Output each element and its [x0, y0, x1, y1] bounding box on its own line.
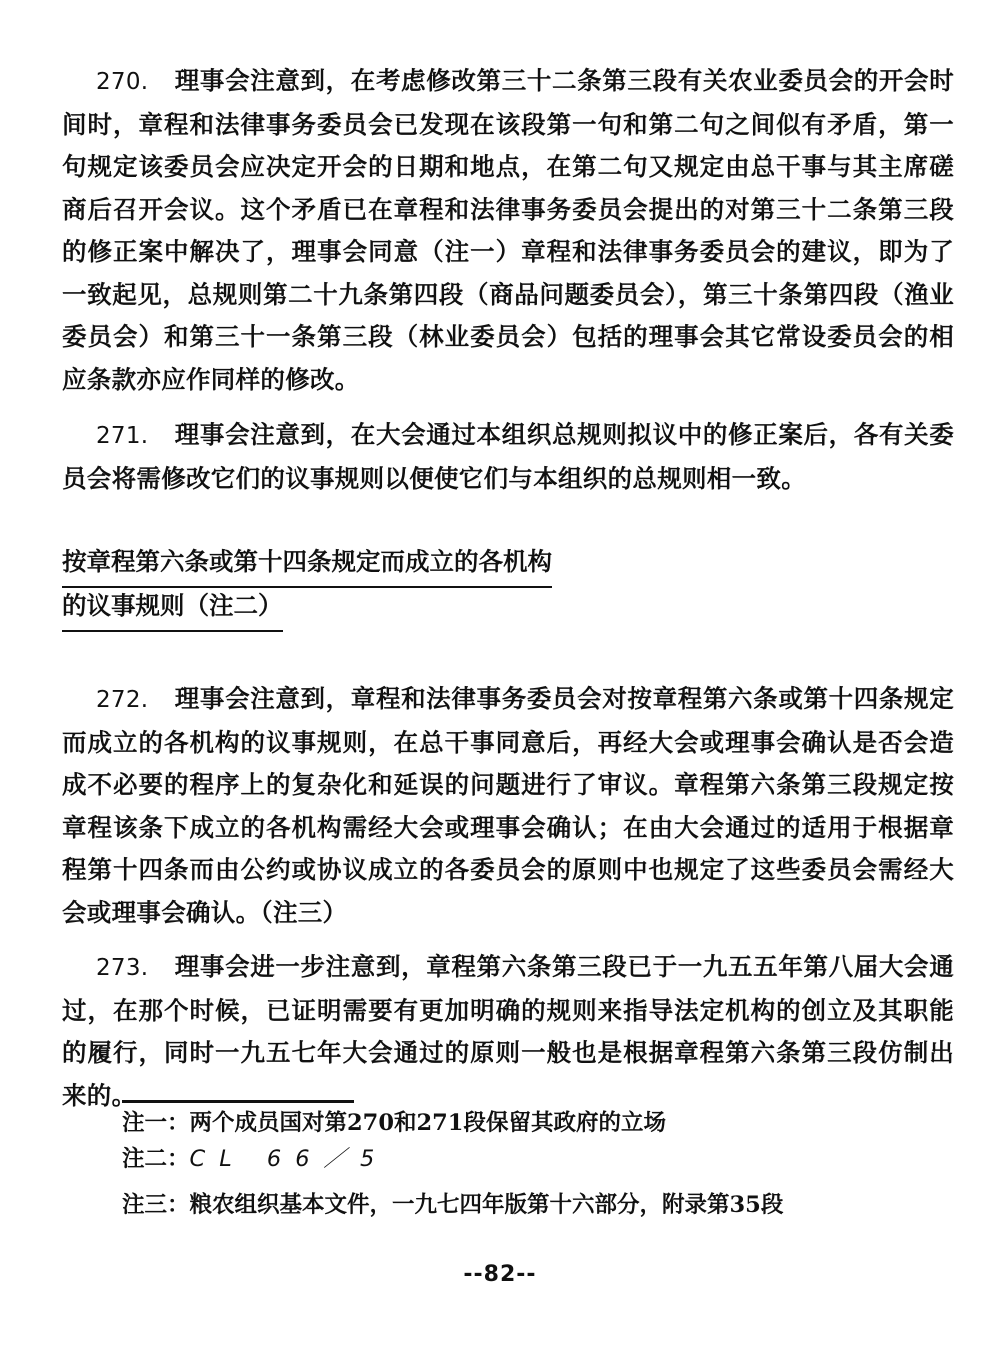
footnote-divider: [122, 1100, 354, 1103]
paragraph-text: 理事会注意到，章程和法律事务委员会对按章程第六条或第十四条规定而成立的各机构的议事规则，在总干事同意后，再经大会或理事会确认是否会造成不必要的程序上的复杂化和延误的问题进行了审议。章程第六条第三段规定按章程该条下成立的各机构需经大会或理事会确认；在由大会通过的适用于根据章程第十四条而由公约或协议成立的各委员会的原则中也规定了这些委员会需经大会或理事会确认。（注三）: [62, 684, 954, 927]
paragraph-272: [62, 678, 954, 934]
section-heading-line-1: [62, 540, 582, 588]
footnote-text: 粮农组织基本文件，一九七四年版第十六部分，附录第35段: [189, 1192, 784, 1218]
page-number: --82--: [463, 1262, 537, 1287]
footnote-label: 注二：: [122, 1146, 190, 1172]
paragraph-270: [62, 60, 954, 401]
section-heading-text: 的议事规则（注二）: [62, 584, 283, 632]
paragraph-271: [62, 414, 954, 500]
paragraph-text: 理事会进一步注意到，章程第六条第三段已于一九五五年第八届大会通过，在那个时候，已证明需要有更加明确的规则来指导法定机构的创立及其职能的履行，同时一九五七年大会通过的原则一般也是根据章程第六条第三段仿制出来的。: [62, 952, 954, 1110]
paragraph-text: 理事会注意到，在大会通过本组织总规则拟议中的修正案后，各有关委员会将需修改它们的议事规则以便使它们与本组织的总规则相一致。: [62, 420, 954, 493]
footnote-2: [122, 1142, 922, 1176]
paragraph-text: 理事会注意到，在考虑修改第三十二条第三段有关农业委员会的开会时间时，章程和法律事务委员会已发现在该段第一句和第二句之间似有矛盾，第一句规定该委员会应决定开会的日期和地点，在第二句又规定由总干事与其主席磋商后召开会议。这个矛盾已在章程和法律事务委员会提出的对第三十二条第三段的修正案中解决了，理事会同意（注一）章程和法律事务委员会的建议，即为了一致起见，总规则第二十九条第四段（商品问题委员会），第三十条第四段（渔业委员会）和第三十一条第三段（林业委员会）包括的理事会其它常设委员会的相应条款亦应作同样的修改。: [62, 66, 954, 394]
footnote-3: [122, 1188, 922, 1222]
footnote-1: [122, 1106, 922, 1140]
footnote-text: CL 66／5: [189, 1146, 389, 1172]
footnote-label: 注一：: [122, 1110, 190, 1136]
paragraph-number: 271.: [96, 423, 149, 449]
paragraph-number: 270.: [96, 69, 149, 95]
section-heading-line-2: [62, 584, 582, 632]
paragraph-number: 272.: [96, 687, 149, 713]
paragraph-273: [62, 946, 954, 1117]
section-heading-text: 按章程第六条或第十四条规定而成立的各机构: [62, 540, 552, 588]
footnote-text: 两个成员国对第270和271段保留其政府的立场: [189, 1110, 666, 1136]
paragraph-number: 273.: [96, 955, 149, 981]
footnote-label: 注三：: [122, 1192, 190, 1218]
